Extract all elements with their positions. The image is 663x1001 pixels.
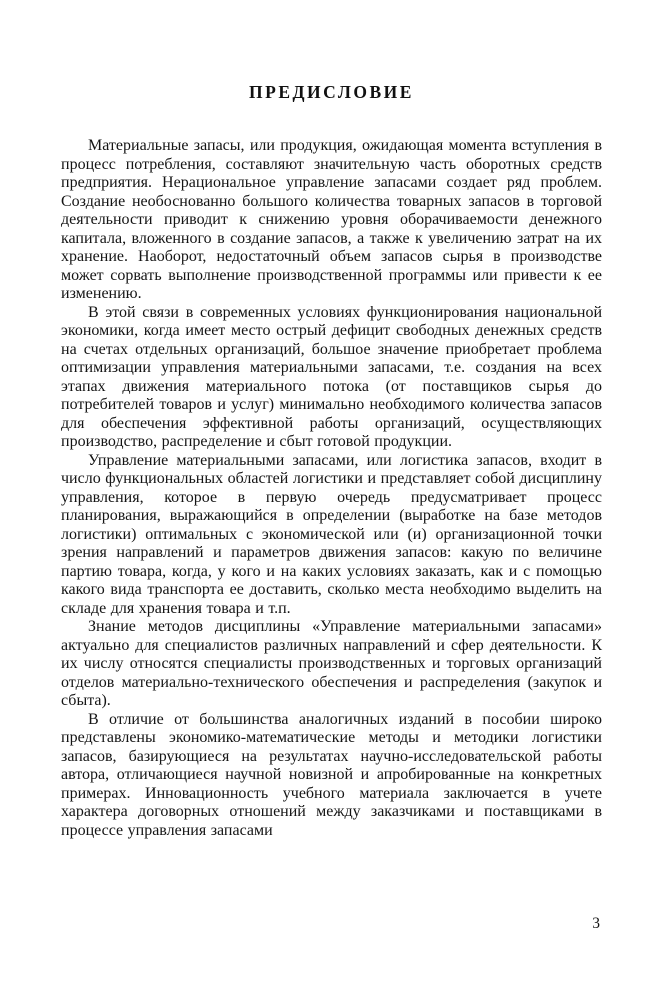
paragraph: Управление материальными запасами, или логистика запасов, входит в число функциональных областей логистики и представляет собой дисциплину управления, которое в первую очередь предусматривает процесс планирования, выражающийся в определении (выработке на базе методов логистики) оптимальных с экономической или (и) организационной точки зрения направлений и параметров движения запасов: какую по величине партию товара, когда, у кого и на каких условиях заказать, как и с помощью какого вида транспорта ее доставить, сколько места необходимо выделить на складе для хранения товара и т.п. <box>61 451 602 617</box>
paragraph: В отличие от большинства аналогичных изданий в пособии широко представлены экономико-математические методы и методики логистики запасов, базирующиеся на результатах научно-исследовательской работы автора, отличающиеся научной новизной и апробированные на конкретных примерах. Инновационность учебного материала заключается в учете характера договорных отношений между заказчиками и поставщиками в процессе управления запасами <box>61 710 602 839</box>
page-number: 3 <box>592 915 600 932</box>
paragraph: В этой связи в современных условиях функционирования национальной экономики, когда имеет место острый дефицит свободных денежных средств на счетах отдельных организаций, большое значение приобретает проблема оптимизации управления материальными запасами, т.е. создания на всех этапах движения материального потока (от поставщиков сырья до потребителей товаров и услуг) минимально необходимого количества запасов для обеспечения эффективной работы организаций, осуществляющих производство, распределение и сбыт готовой продукции. <box>61 303 602 450</box>
paragraph: Знание методов дисциплины «Управление материальными запасами» актуально для специалистов различных направлений и сфер деятельности. К их числу относятся специалисты производственных и торговых организаций отделов материально-технического обеспечения и распределения (закупок и сбыта). <box>61 618 602 709</box>
paragraph: Материальные запасы, или продукция, ожидающая момента вступления в процесс потребления, составляют значительную часть оборотных средств предприятия. Нерациональное управление запасами создает ряд проблем. Создание необоснованно большого количества товарных запасов в торговой деятельности приводит к снижению уровня оборачиваемости денежного капитала, вложенного в создание запасов, а также к увеличению затрат на их хранение. Наоборот, недостаточный объем запасов сырья в производстве может сорвать выполнение производственной программы или привести к ее изменению. <box>61 137 602 302</box>
page-title: ПРЕДИСЛОВИЕ <box>249 82 414 102</box>
preface-text <box>61 137 602 840</box>
